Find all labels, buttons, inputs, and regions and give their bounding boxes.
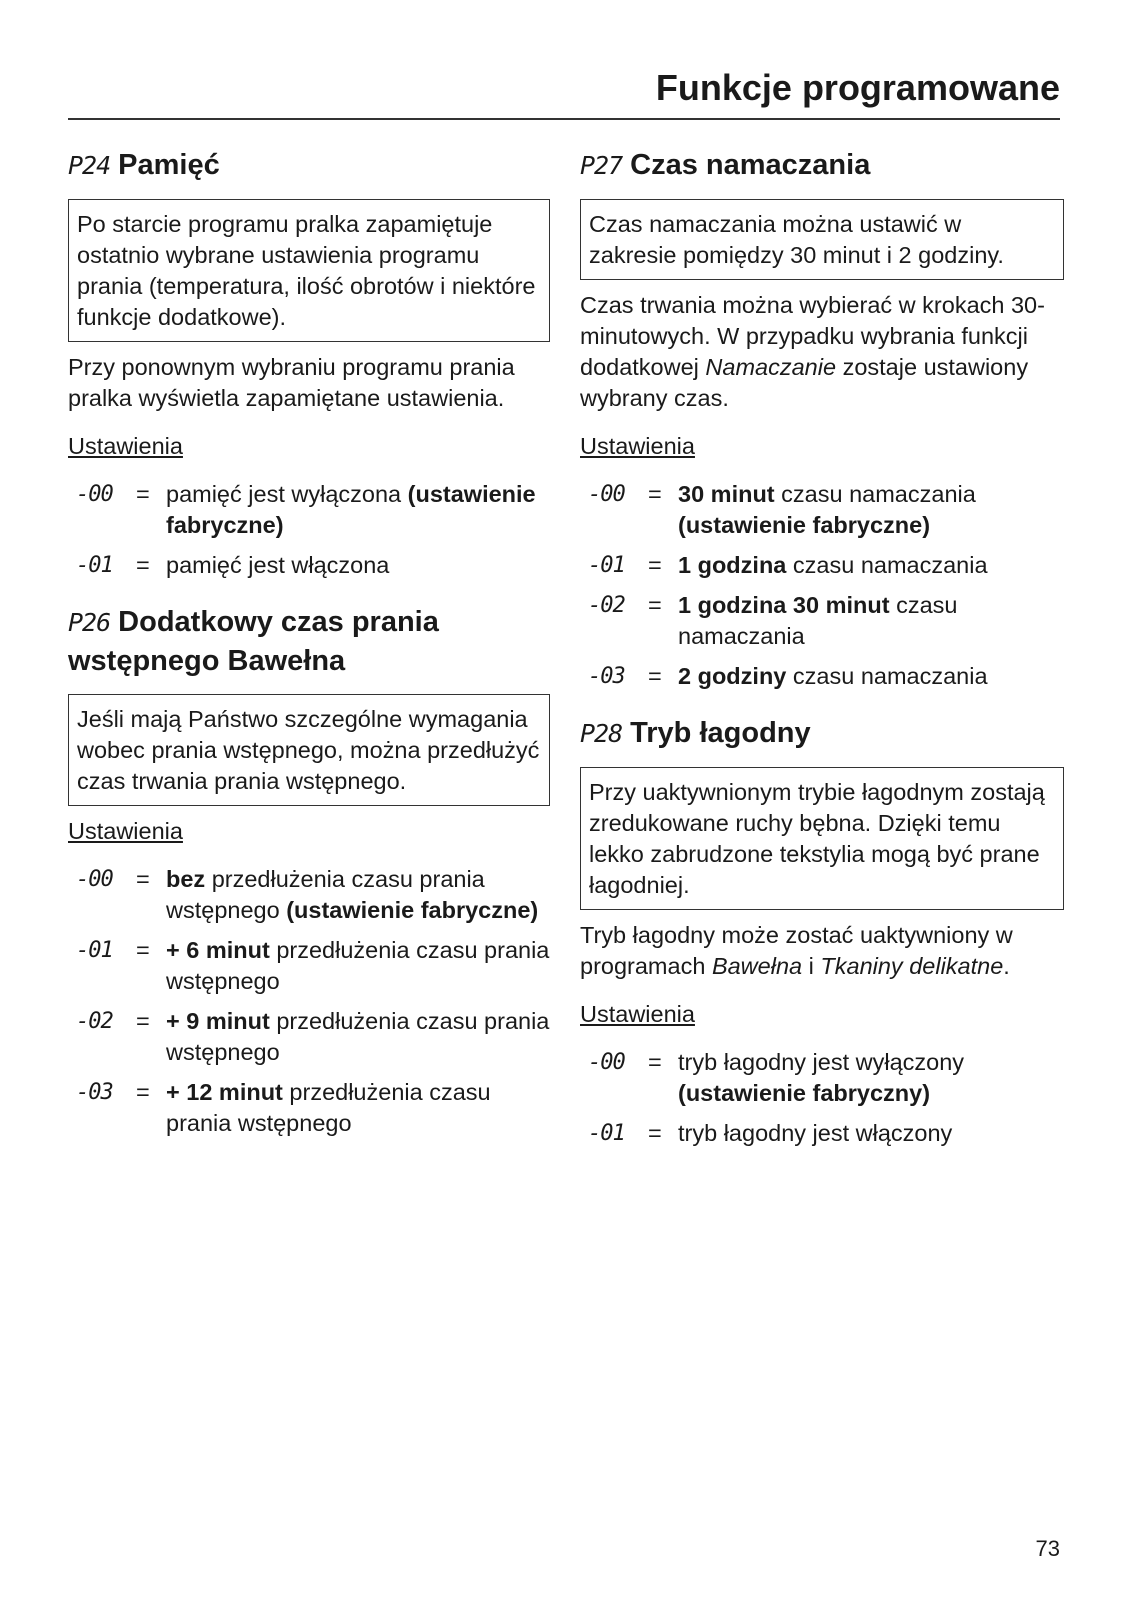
setting-emphasis: 2 godziny bbox=[678, 663, 787, 689]
info-box: Czas namaczania można ustawić w zakresie pomiędzy 30 minut i 2 godziny. bbox=[580, 199, 1064, 280]
section-heading bbox=[68, 603, 550, 680]
section-p28 bbox=[580, 714, 1064, 1149]
settings-list bbox=[68, 479, 550, 581]
setting-emphasis: 1 godzina 30 minut bbox=[678, 592, 890, 618]
setting-text: przedłużenia czasu prania wstępnego bbox=[166, 1008, 550, 1065]
equals-sign: = bbox=[136, 866, 150, 892]
paragraph bbox=[580, 920, 1064, 982]
setting-description: pamięć jest włączona bbox=[166, 552, 390, 578]
function-name: Namaczanie bbox=[705, 354, 837, 380]
setting-value: -00 bbox=[76, 482, 113, 507]
paragraph-text: Czas trwania można wybierać w krokach 30-minutowych. W przypadku wybrania funkcji dodatkowej bbox=[580, 292, 1045, 380]
setting-emphasis: + 6 minut bbox=[166, 937, 270, 963]
equals-sign: = bbox=[648, 663, 662, 689]
program-code: P26 bbox=[68, 608, 111, 637]
setting-text: pamięć jest wyłączona bbox=[166, 481, 402, 507]
paragraph-text: . bbox=[1003, 953, 1010, 979]
setting-value: -00 bbox=[588, 1050, 625, 1075]
equals-sign: = bbox=[648, 552, 662, 578]
setting-value: -01 bbox=[588, 553, 625, 578]
setting-row bbox=[580, 661, 1064, 692]
section-heading bbox=[580, 146, 1064, 185]
paragraph-text: Tryb łagodny może zostać uaktywniony w programach bbox=[580, 922, 1013, 979]
setting-text: czasu namaczania bbox=[792, 663, 988, 689]
setting-default-note: (ustawienie fabryczne) bbox=[286, 897, 539, 923]
setting-default-note: (ustawienie fabryczne) bbox=[678, 512, 931, 538]
setting-value: -01 bbox=[76, 938, 113, 963]
setting-value: -02 bbox=[588, 593, 625, 618]
setting-row bbox=[68, 550, 550, 581]
settings-list bbox=[68, 864, 550, 1139]
equals-sign: = bbox=[136, 481, 150, 507]
setting-text: przedłużenia czasu prania wstępnego bbox=[166, 1079, 491, 1136]
section-title: Pamięć bbox=[118, 149, 220, 181]
paragraph: Przy ponownym wybraniu programu prania pralka wyświetla zapamiętane ustawienia. bbox=[68, 354, 515, 411]
left-column bbox=[68, 146, 550, 1161]
setting-row bbox=[68, 1006, 550, 1068]
setting-description bbox=[678, 661, 1064, 692]
section-title: Dodatkowy czas prania wstępnego Bawełna bbox=[68, 606, 439, 677]
equals-sign: = bbox=[136, 1008, 150, 1034]
setting-description: tryb łagodny jest włączony bbox=[678, 1120, 953, 1146]
setting-text: tryb łagodny jest wyłączony bbox=[678, 1049, 965, 1075]
setting-text: przedłużenia czasu prania wstępnego bbox=[166, 866, 485, 923]
equals-sign: = bbox=[648, 481, 662, 507]
setting-row bbox=[580, 550, 1064, 581]
settings-label: Ustawienia bbox=[580, 433, 695, 459]
setting-value: -01 bbox=[76, 553, 113, 578]
info-box: Jeśli mają Państwo szczególne wymagania wobec prania wstępnego, można przedłużyć czas trwania prania wstępnego. bbox=[68, 694, 550, 806]
setting-description bbox=[166, 935, 550, 997]
setting-description bbox=[678, 1047, 1064, 1109]
setting-default-note: (ustawienie fabryczne) bbox=[166, 481, 536, 538]
program-name: Bawełna bbox=[711, 953, 803, 979]
setting-value: -03 bbox=[588, 664, 625, 689]
paragraph bbox=[580, 290, 1064, 414]
setting-description bbox=[678, 550, 1064, 581]
paragraph-text: zostaje ustawiony wybrany czas. bbox=[580, 354, 1029, 411]
settings-label: Ustawienia bbox=[580, 1001, 695, 1027]
section-p26 bbox=[68, 603, 550, 1139]
settings-list bbox=[580, 479, 1064, 692]
setting-description bbox=[678, 479, 1064, 541]
setting-description bbox=[166, 1077, 550, 1139]
equals-sign: = bbox=[648, 1049, 662, 1075]
setting-text: czasu namaczania bbox=[792, 552, 988, 578]
section-p24 bbox=[68, 146, 550, 581]
setting-description bbox=[166, 864, 550, 926]
section-title: Czas namaczania bbox=[630, 149, 871, 181]
setting-value: -02 bbox=[76, 1009, 113, 1034]
setting-row bbox=[580, 479, 1064, 541]
program-code: P24 bbox=[68, 151, 111, 180]
page-title: Funkcje programowane bbox=[655, 67, 1060, 108]
settings-list bbox=[580, 1047, 1064, 1149]
paragraph-text: i bbox=[808, 953, 814, 979]
setting-description bbox=[678, 590, 1064, 652]
setting-text: czasu namaczania bbox=[678, 592, 958, 649]
info-box: Po starcie programu pralka zapamiętuje ostatnio wybrane ustawienia programu prania (temperatura, ilość obrotów i niektóre funkcje dodatkowe). bbox=[68, 199, 550, 342]
equals-sign: = bbox=[136, 552, 150, 578]
right-column bbox=[580, 146, 1064, 1171]
program-code: P28 bbox=[580, 719, 623, 748]
settings-label: Ustawienia bbox=[68, 433, 183, 459]
section-title: Tryb łagodny bbox=[630, 717, 811, 749]
setting-row bbox=[580, 1047, 1064, 1109]
setting-text: przedłużenia czasu prania wstępnego bbox=[166, 937, 550, 994]
setting-emphasis: 1 godzina bbox=[678, 552, 787, 578]
setting-emphasis: 30 minut bbox=[678, 481, 775, 507]
setting-value: -01 bbox=[588, 1121, 625, 1146]
section-p27 bbox=[580, 146, 1064, 692]
page-number: 73 bbox=[1035, 1536, 1060, 1561]
header-divider bbox=[68, 118, 1060, 120]
setting-emphasis: + 9 minut bbox=[166, 1008, 270, 1034]
setting-emphasis: + 12 minut bbox=[166, 1079, 283, 1105]
setting-text: czasu namaczania bbox=[781, 481, 976, 507]
setting-default-note: (ustawienie fabryczny) bbox=[678, 1080, 931, 1106]
program-code: P27 bbox=[580, 151, 623, 180]
section-heading bbox=[580, 714, 1064, 753]
setting-value: -03 bbox=[76, 1080, 113, 1105]
setting-row bbox=[580, 590, 1064, 652]
setting-row bbox=[68, 864, 550, 926]
info-box: Przy uaktywnionym trybie łagodnym zostają zredukowane ruchy bębna. Dzięki temu lekko zabrudzone tekstylia mogą być prane łagodniej. bbox=[580, 767, 1064, 910]
setting-description bbox=[166, 479, 550, 541]
setting-row bbox=[68, 935, 550, 997]
setting-description bbox=[166, 1006, 550, 1068]
equals-sign: = bbox=[648, 592, 662, 618]
setting-row bbox=[580, 1118, 1064, 1149]
equals-sign: = bbox=[136, 1079, 150, 1105]
setting-row bbox=[68, 1077, 550, 1139]
section-heading bbox=[68, 146, 550, 185]
setting-value: -00 bbox=[76, 867, 113, 892]
setting-emphasis: bez bbox=[166, 866, 206, 892]
program-name: Tkaniny delikatne bbox=[820, 953, 1004, 979]
equals-sign: = bbox=[648, 1120, 662, 1146]
equals-sign: = bbox=[136, 937, 150, 963]
settings-label: Ustawienia bbox=[68, 818, 183, 844]
setting-value: -00 bbox=[588, 482, 625, 507]
setting-row bbox=[68, 479, 550, 541]
